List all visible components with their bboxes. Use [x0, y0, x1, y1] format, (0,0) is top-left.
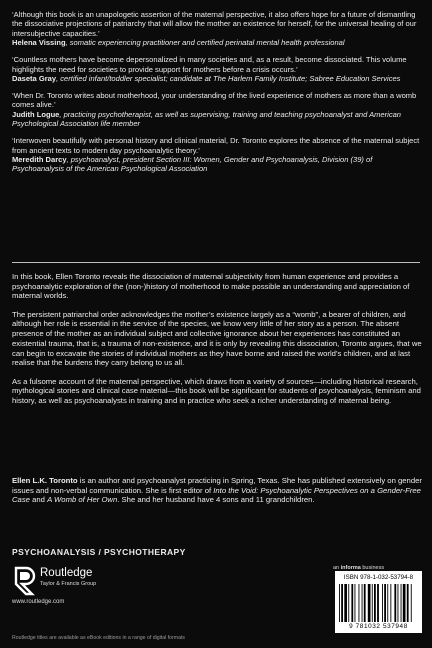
- bio-text: . She and her husband have 4 sons and 11 grandchildren.: [117, 495, 315, 505]
- isbn-barcode: [335, 571, 422, 633]
- endorsement-quote: [12, 91, 422, 129]
- description-paragraph: As a fulsome account of the maternal perspective, which draws from a variety of sources—including historical research, mythological stories and clinical case material—this book will be significant for students of psychoanalysis, feminism and history, as well as psychoanalysts in training and in practice who seek a richer understanding of maternal being.: [12, 376, 421, 405]
- author-bio: [12, 476, 422, 505]
- quote-author: Helena Vissing: [12, 38, 66, 48]
- bio-text: and: [29, 495, 48, 505]
- endorsement-quote: [12, 55, 422, 83]
- book-description: [12, 272, 422, 414]
- author-name: Ellen L.K. Toronto: [12, 476, 78, 485]
- book-title: Into the Void: Psychoanalytic Perspectives on a Gender-Free Case: [12, 485, 421, 505]
- endorsement-quote: [12, 136, 422, 174]
- informa-suffix: business: [360, 565, 385, 571]
- quote-author-role: , practicing psychotherapist, as well as supervising, training and teaching psychoanalyst and American Psychological Association life member: [12, 109, 401, 129]
- description-paragraph: In this book, Ellen Toronto reveals the dissociation of maternal subjectivity from human experience and provides a psychoanalytic exploration of the (non-)history of motherhood to make possible an understanding and appreciation of maternal worlds.: [12, 272, 410, 301]
- section-divider: [12, 262, 420, 263]
- quote-author: Judith Logue: [12, 109, 60, 119]
- subject-category: PSYCHOANALYSIS / PSYCHOTHERAPY: [12, 547, 186, 557]
- quote-author-role: , psychoanalyst, president Section III: Women, Gender and Psychoanalysis, Division (39) of Psychoanalysis of the American Psychological Association: [12, 155, 373, 174]
- quote-text: ‘Although this book is an unapologetic assertion of the maternal perspective, it also offers hope for a future of dismantling the dissociative projections of patriarchy that will allow the mother an existence for herself, for the universal healing of our intersubjective capacities.’: [12, 10, 417, 38]
- description-paragraph: The persistent patriarchal order acknowledges the mother’s existence largely as a “womb”, a bearer of children, and although her role is essential in the service of the species, we know very little of her story as a person. The absent presence of the mother as an individual subject and collective ignorance about her experiences has constituted an existential trauma, that is, a trauma of non-existence, and it is only by revealing this dissociation, Toronto argues, that we can begin to excavate the stories of individual mothers as they have borne and raised the world’s children, and at last realise that the burdens they carry belong to us all.: [12, 309, 422, 368]
- isbn-number: ISBN 978-1-032-53794-8: [343, 574, 414, 581]
- book-title: A Womb of Her Own: [47, 495, 118, 505]
- ebook-note: Routledge titles are available as eBook editions in a range of digital formats: [12, 635, 186, 641]
- informa-prefix: an: [333, 565, 341, 571]
- quote-text: ‘When Dr. Toronto writes about motherhood, your understanding of the lived experience of mothers as more than a womb comes alive.’: [12, 91, 417, 110]
- publisher-group: Taylor & Francis Group: [40, 581, 97, 587]
- routledge-logo-icon: [12, 566, 38, 596]
- informa-name: informa: [340, 565, 361, 571]
- publisher-block: [12, 566, 202, 606]
- publisher-name: Routledge: [40, 567, 93, 579]
- quote-author-role: , somatic experiencing practitioner and certified perinatal mental health professional: [65, 38, 345, 48]
- barcode-icon: [339, 584, 418, 622]
- barcode-digits: 9 781032 537948: [349, 623, 408, 630]
- quote-text: ‘Countless mothers have become depersonalized in many societies and, as a result, become dissociated. This volume highlights the need for societies to provide support for mothers before a crisis occurs.’: [12, 55, 407, 74]
- quote-author: Daseta Gray: [12, 74, 57, 84]
- endorsements: [12, 10, 422, 181]
- quote-author: Meredith Darcy: [12, 155, 67, 165]
- bio-text: is an author and psychoanalyst practicing in Spring, Texas. She has published extensively on gender issues and non-verbal communication. She is first editor of: [12, 476, 422, 495]
- quote-text: ‘Interwoven beautifully with personal history and clinical material, Dr. Toronto explores the absence of the maternal subject from ancient texts to modern day psychoanalytic theory.’: [12, 136, 420, 155]
- endorsement-quote: [12, 10, 422, 48]
- publisher-url[interactable]: www.routledge.com: [12, 599, 65, 605]
- quote-author-role: , certified infant/toddler specialist; candidate at The Harlem Family Institute; Sabree Education Services: [56, 74, 401, 84]
